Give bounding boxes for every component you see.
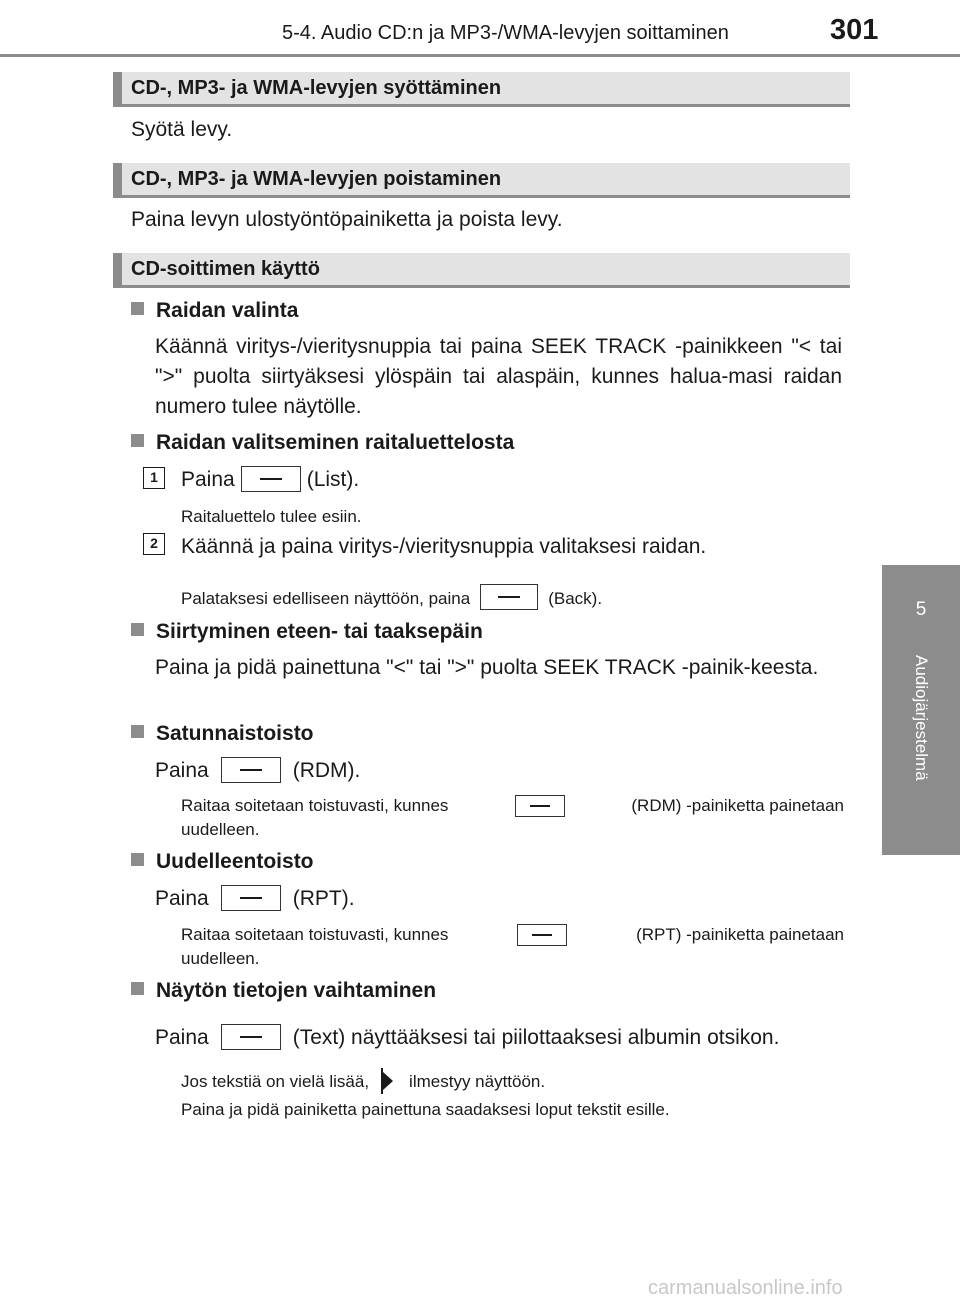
- square-bullet-icon: [131, 434, 144, 447]
- back-note: Palataksesi edelliseen näyttöön, paina (Back).: [181, 584, 602, 611]
- eject-text: Paina levyn ulostyöntöpainiketta ja poista levy.: [131, 208, 563, 231]
- step1-note: Raitaluettelo tulee esiin.: [181, 507, 362, 526]
- insert-text: Syötä levy.: [131, 118, 233, 141]
- chapter-label: Audiojärjestelmä: [912, 655, 931, 781]
- heading-display: Näytön tietojen vaihtaminen: [131, 976, 436, 1006]
- square-bullet-icon: [131, 623, 144, 636]
- repeat-note: Raitaa soitetaan toistuvasti, kunnes (RPT) -painiketta painetaan uudelleen.: [181, 925, 844, 968]
- square-bullet-icon: [131, 982, 144, 995]
- step2-text: Käännä ja paina viritys-/vieritysnuppia valitaksesi raidan.: [181, 535, 707, 558]
- back-button-icon: [480, 584, 538, 610]
- page-number: 301: [830, 14, 879, 46]
- repeat-text: Paina (RPT).: [155, 887, 355, 910]
- heading-random: Satunnaistoisto: [131, 719, 314, 749]
- square-bullet-icon: [131, 725, 144, 738]
- square-bullet-icon: [131, 853, 144, 866]
- section-title: CD-, MP3- ja WMA-levyjen syöttäminen: [131, 77, 502, 99]
- rdm-button-icon: [221, 757, 281, 783]
- random-note: Raitaa soitetaan toistuvasti, kunnes (RDM) -painiketta painetaan uudelleen.: [181, 796, 844, 839]
- heading-seek: Siirtyminen eteen- tai taaksepäin: [131, 617, 483, 647]
- watermark: carmanualsonline.info: [648, 1277, 843, 1299]
- text-button-icon: [221, 1024, 281, 1050]
- heading-track-list: Raidan valitseminen raitaluettelosta: [131, 428, 514, 458]
- rdm-button-icon: [515, 795, 565, 817]
- seek-text: Paina ja pidä painettuna "<" tai ">" puolta SEEK TRACK -painik-keesta.: [155, 656, 819, 679]
- list-button-icon: [241, 466, 301, 492]
- section-header-cd-player: [113, 253, 850, 288]
- chapter-side-tab: [882, 565, 960, 855]
- heading-track-select: Raidan valinta: [131, 296, 298, 326]
- square-bullet-icon: [131, 302, 144, 315]
- track-select-text: Käännä viritys-/vieritysnuppia tai paina SEEK TRACK -painikkeen "< tai ">" puolta siirtyäksesi ylöspäin tai alaspäin, kunnes halua-masi raidan numero tulee näytölle.: [155, 335, 842, 418]
- display-note-1: Jos tekstiä on vielä lisää, ilmestyy näyttöön.: [181, 1072, 546, 1091]
- page-header: [0, 0, 960, 60]
- more-text-arrow-icon: [383, 1072, 393, 1090]
- display-text: Paina (Text) näyttääksesi tai piilottaaksesi albumin otsikon.: [155, 1026, 780, 1049]
- step-number-2: 2: [143, 533, 165, 555]
- section-title: CD-, MP3- ja WMA-levyjen poistaminen: [131, 168, 502, 190]
- section-header-eject: [113, 163, 850, 198]
- display-note-2: Paina ja pidä painiketta painettuna saadaksesi loput tekstit esille.: [181, 1100, 670, 1119]
- rpt-button-icon: [517, 924, 567, 946]
- step1-text: Paina (List).: [181, 468, 360, 491]
- step-number-1: 1: [143, 467, 165, 489]
- heading-repeat: Uudelleentoisto: [131, 847, 314, 877]
- section-title: CD-soittimen käyttö: [131, 258, 320, 280]
- random-text: Paina (RDM).: [155, 759, 361, 782]
- chapter-title: 5-4. Audio CD:n ja MP3-/WMA-levyjen soittaminen: [282, 22, 729, 44]
- header-divider: [0, 54, 960, 57]
- chapter-number: 5: [915, 599, 927, 620]
- section-header-insert: [113, 72, 850, 107]
- rpt-button-icon: [221, 885, 281, 911]
